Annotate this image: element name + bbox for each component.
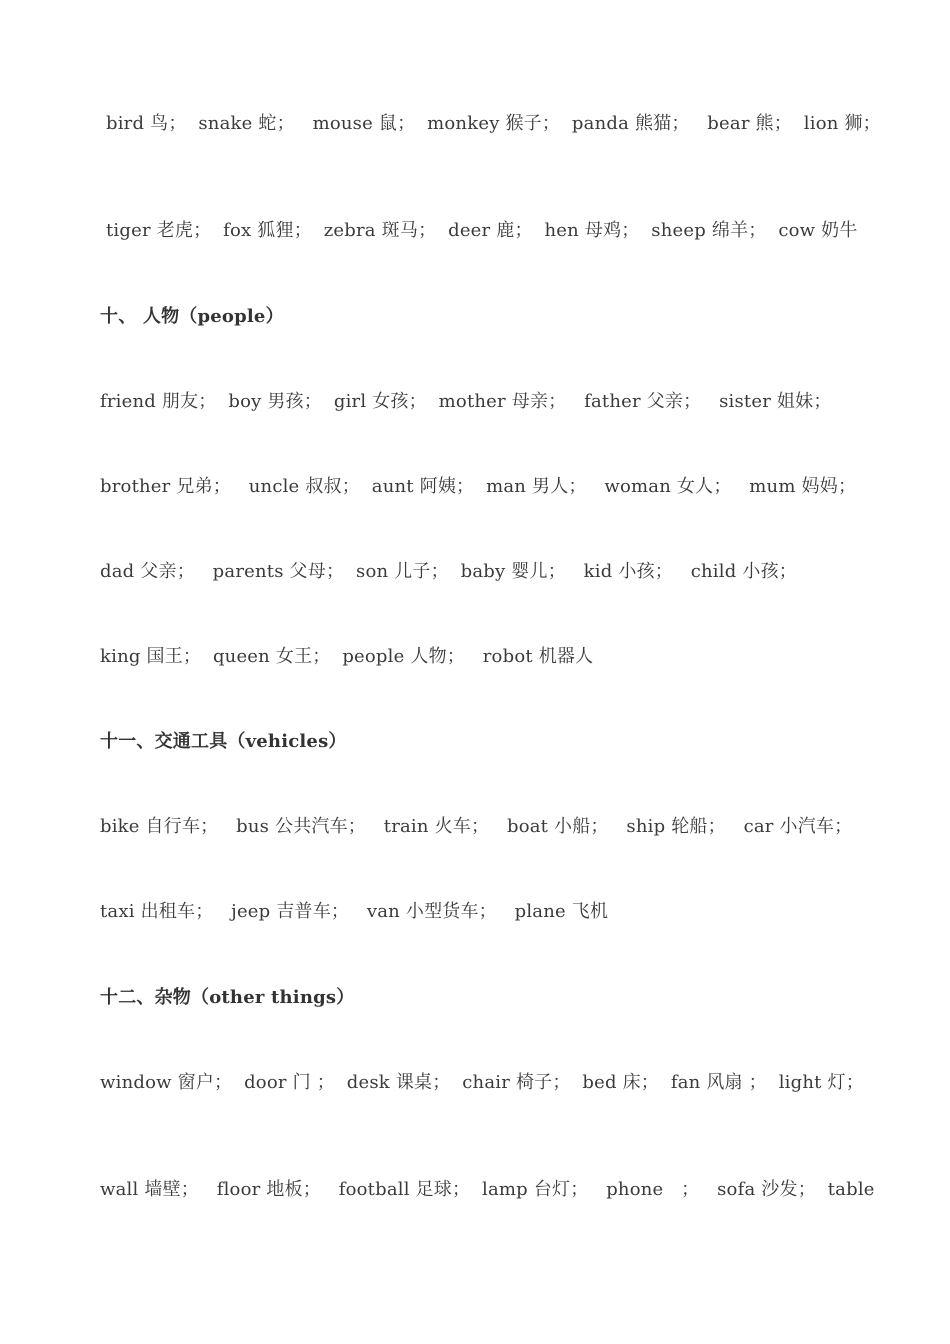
section-heading-other-things: 十二、杂物（other things） (100, 987, 355, 1008)
people-line-4: king 国王； queen 女王； people 人物； robot 机器人 (100, 646, 594, 667)
animals-line-2: tiger 老虎； fox 狐狸； zebra 斑马； deer 鹿； hen 母鸡； sheep 绵羊； cow 奶牛 (106, 220, 858, 241)
vehicles-line-1: bike 自行车； bus 公共汽车； train 火车； boat 小船； ship 轮船； car 小汽车； (100, 816, 853, 837)
section-heading-people: 十、 人物（people） (100, 306, 284, 327)
people-line-1: friend 朋友； boy 男孩； girl 女孩； mother 母亲； father 父亲； sister 姐妹； (100, 391, 832, 412)
people-line-3: dad 父亲； parents 父母； son 儿子； baby 婴儿； kid 小孩； child 小孩； (100, 561, 797, 582)
other-things-line-2: wall 墙壁； floor 地板； football 足球； lamp 台灯； phone ； sofa 沙发； table (100, 1179, 875, 1200)
other-things-line-1: window 窗户； door 门 ； desk 课桌； chair 椅子； bed 床； fan 风扇 ； light 灯； (100, 1072, 864, 1093)
people-line-2: brother 兄弟； uncle 叔叔； aunt 阿姨； man 男人； woman 女人； mum 妈妈； (100, 476, 857, 497)
animals-line-1: bird 鸟； snake 蛇； mouse 鼠； monkey 猴子； panda 熊猫； bear 熊； lion 狮； (106, 113, 881, 134)
vehicles-line-2: taxi 出租车； jeep 吉普车； van 小型货车； plane 飞机 (100, 901, 609, 922)
section-heading-vehicles: 十一、交通工具（vehicles） (100, 731, 347, 752)
